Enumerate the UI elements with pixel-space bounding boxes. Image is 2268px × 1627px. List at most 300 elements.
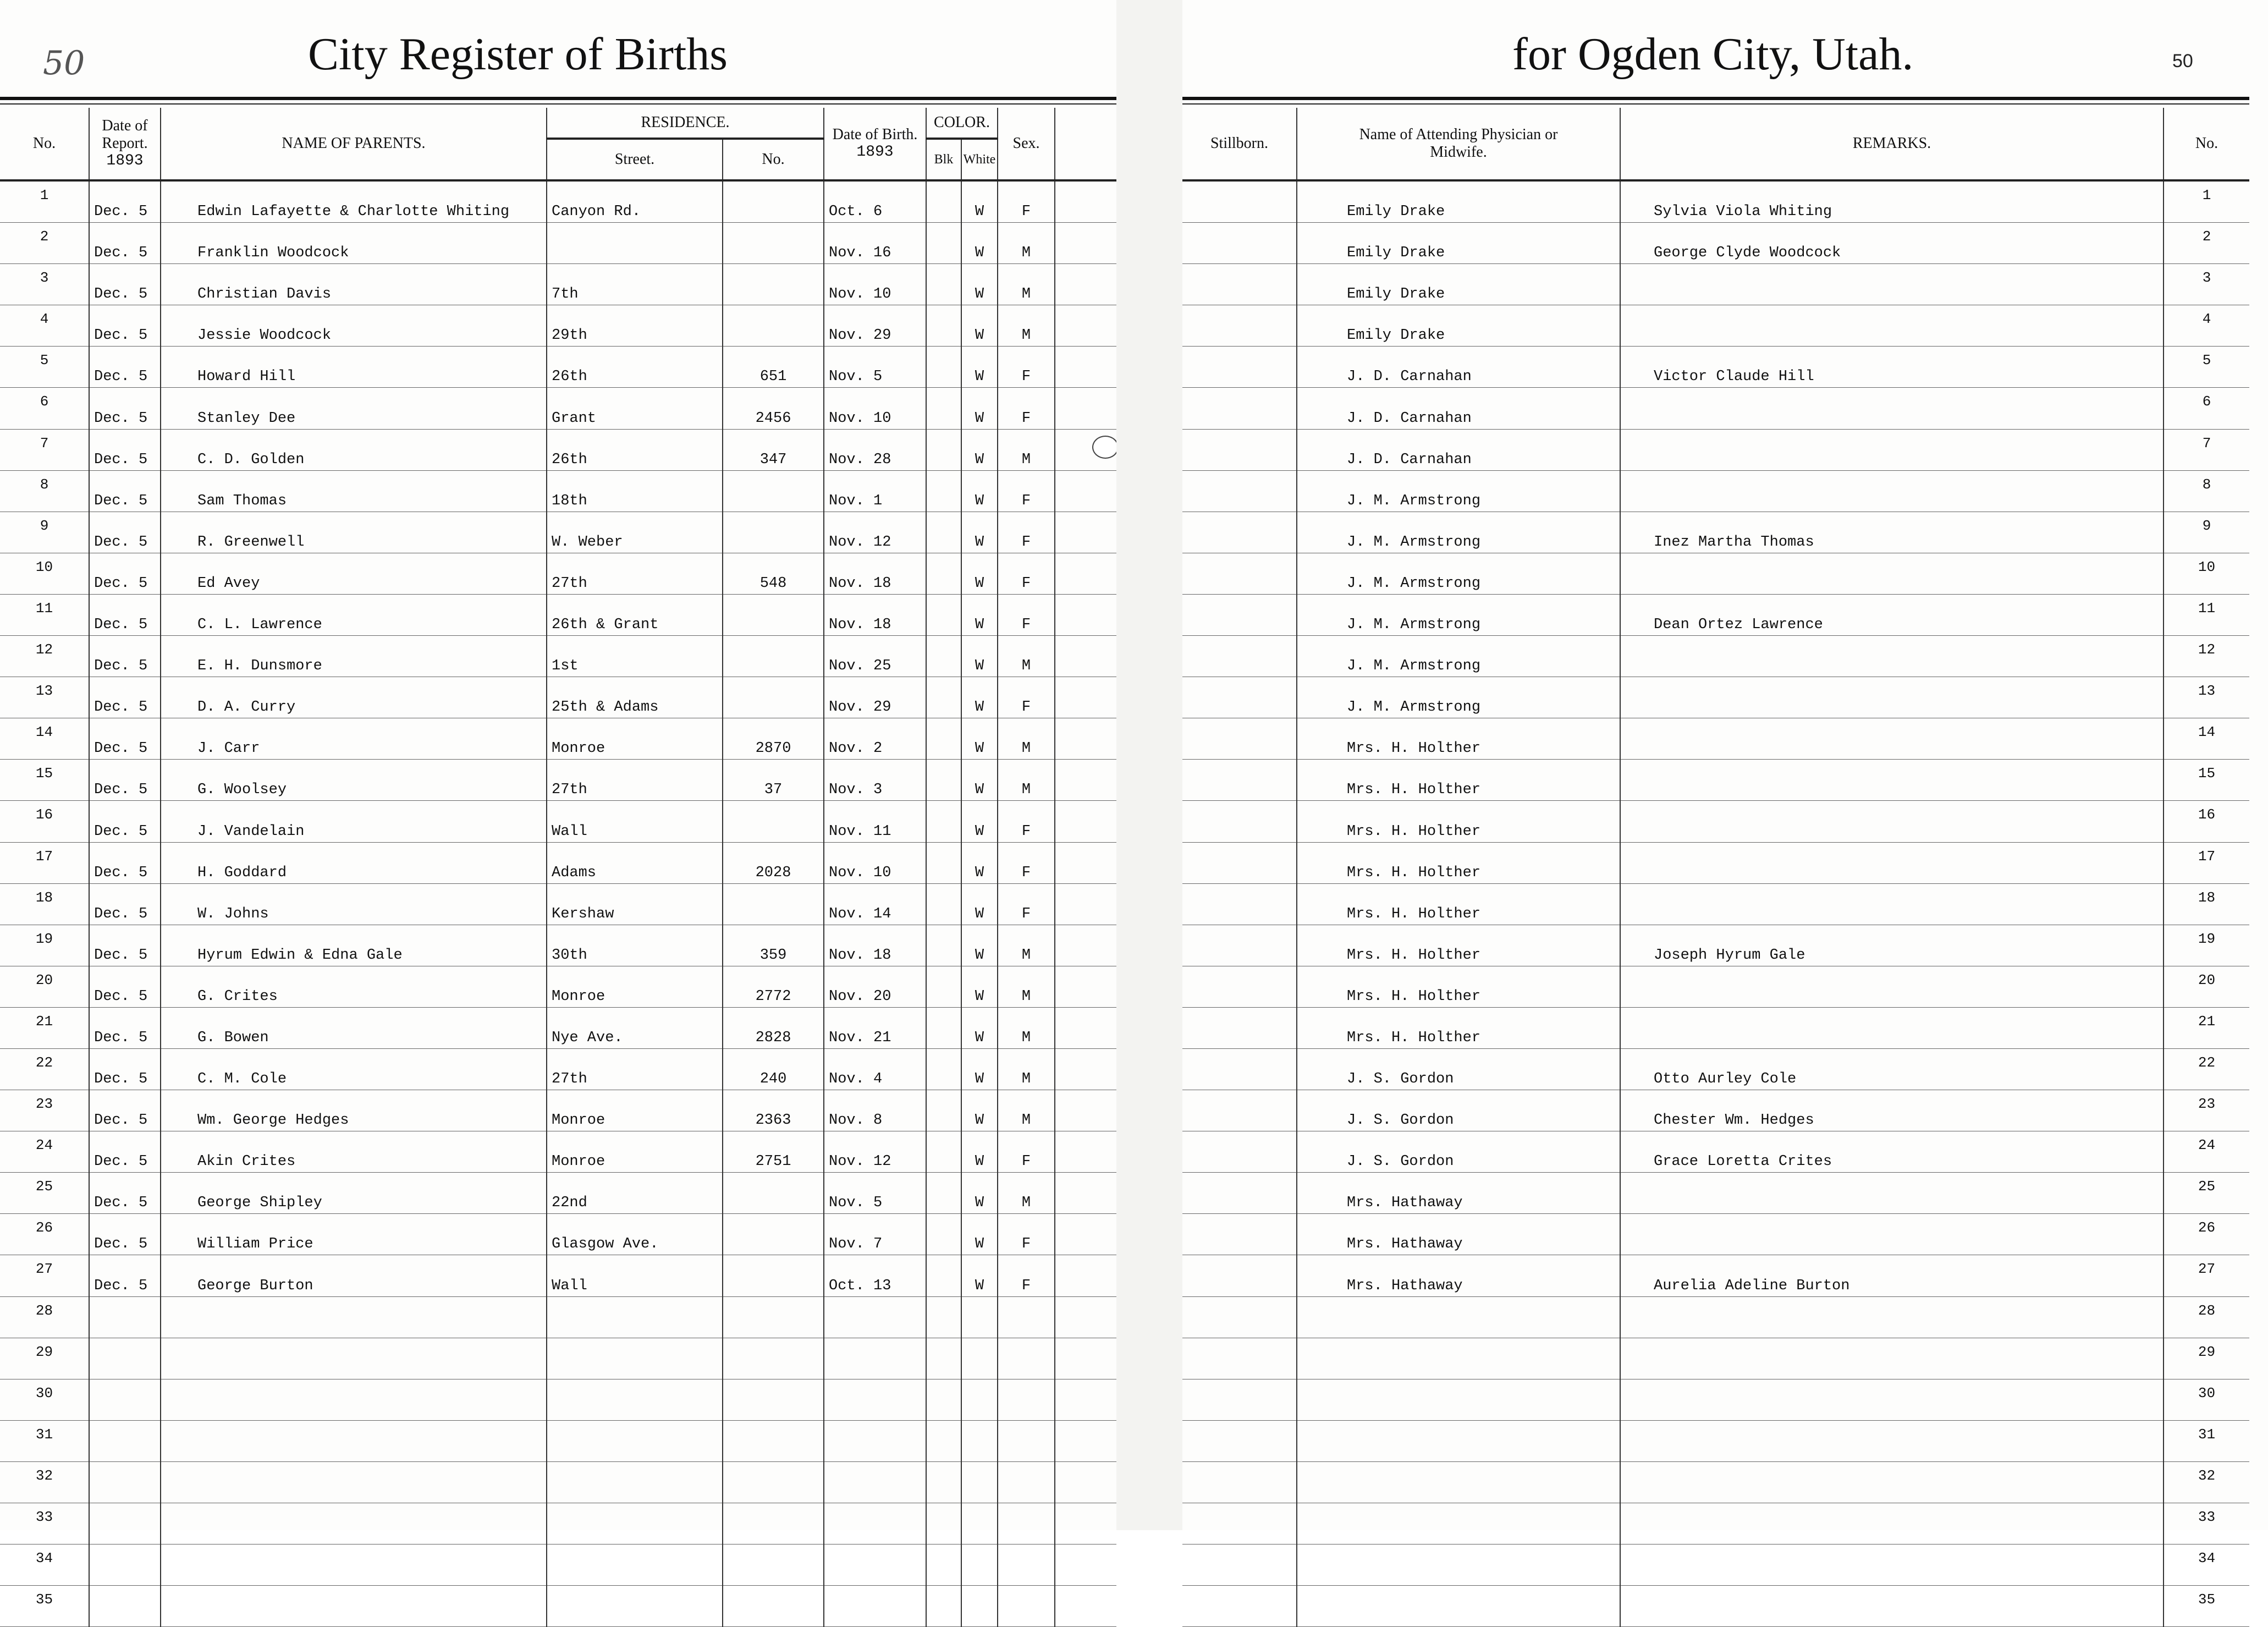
report-date: Dec. 5 — [89, 264, 161, 305]
row-number: 33 — [0, 1503, 89, 1544]
color-blk — [926, 1586, 961, 1627]
stillborn — [1182, 1173, 1297, 1214]
row-number: 9 — [2164, 512, 2249, 553]
sex — [998, 1296, 1055, 1338]
color-white: W — [961, 305, 998, 347]
street: W. Weber — [547, 512, 723, 553]
row-number: 30 — [2164, 1379, 2249, 1420]
row-number: 20 — [0, 966, 89, 1007]
street-number — [723, 1503, 824, 1544]
physician-name — [1297, 1420, 1620, 1461]
physician-name: J. M. Armstrong — [1297, 553, 1620, 594]
sex: M — [998, 966, 1055, 1007]
row-number: 17 — [2164, 842, 2249, 883]
color-white: W — [961, 925, 998, 966]
row-number: 3 — [2164, 264, 2249, 305]
street-number: 240 — [723, 1048, 824, 1090]
row-number: 31 — [0, 1420, 89, 1461]
color-white: W — [961, 388, 998, 429]
color-blk — [926, 1420, 961, 1461]
color-blk — [926, 1048, 961, 1090]
row-number: 10 — [0, 553, 89, 594]
table-row — [0, 1296, 1116, 1338]
report-date: Dec. 5 — [89, 429, 161, 470]
col-header-blank — [1055, 108, 1116, 180]
row-number: 32 — [0, 1461, 89, 1503]
sex: M — [998, 305, 1055, 347]
row-number: 16 — [2164, 801, 2249, 842]
table-row — [1182, 429, 2249, 470]
table-row — [0, 1586, 1116, 1627]
parents-name: C. D. Golden — [161, 429, 547, 470]
color-blk — [926, 512, 961, 553]
row-number: 16 — [0, 801, 89, 842]
table-row — [0, 1461, 1116, 1503]
row-number: 4 — [0, 305, 89, 347]
report-date: Dec. 5 — [89, 223, 161, 264]
stillborn — [1182, 677, 1297, 718]
report-date: Dec. 5 — [89, 512, 161, 553]
row-number: 13 — [0, 677, 89, 718]
col-header-sex: Sex. — [998, 108, 1055, 180]
street-number: 2028 — [723, 842, 824, 883]
report-date: Dec. 5 — [89, 180, 161, 223]
row-number: 35 — [2164, 1586, 2249, 1627]
sex: F — [998, 801, 1055, 842]
table-row — [1182, 1338, 2249, 1379]
physician-name — [1297, 1338, 1620, 1379]
street: 22nd — [547, 1173, 723, 1214]
col-header-street: Street. — [547, 139, 723, 180]
birth-date: Nov. 10 — [824, 264, 926, 305]
remarks: Dean Ortez Lawrence — [1620, 594, 2164, 635]
color-white: W — [961, 1090, 998, 1131]
color-white: W — [961, 347, 998, 388]
remarks — [1620, 470, 2164, 512]
blank-cell — [1055, 388, 1116, 429]
table-row — [0, 1420, 1116, 1461]
stillborn — [1182, 1544, 1297, 1586]
stillborn — [1182, 223, 1297, 264]
col-header-street-no: No. — [723, 139, 824, 180]
parents-name — [161, 1379, 547, 1420]
birth-date: Nov. 20 — [824, 966, 926, 1007]
street-number: 2363 — [723, 1090, 824, 1131]
physician-name: Mrs. H. Holther — [1297, 718, 1620, 760]
row-number: 6 — [0, 388, 89, 429]
color-blk — [926, 801, 961, 842]
street — [547, 1379, 723, 1420]
report-date — [89, 1296, 161, 1338]
blank-cell — [1055, 1007, 1116, 1048]
color-blk — [926, 677, 961, 718]
parents-name: Franklin Woodcock — [161, 223, 547, 264]
color-white: W — [961, 264, 998, 305]
birth-date: Nov. 7 — [824, 1214, 926, 1255]
report-date — [89, 1420, 161, 1461]
birth-date — [824, 1503, 926, 1544]
blank-cell — [1055, 1586, 1116, 1627]
row-number: 26 — [2164, 1214, 2249, 1255]
row-number: 2 — [0, 223, 89, 264]
report-date: Dec. 5 — [89, 760, 161, 801]
blank-cell — [1055, 1503, 1116, 1544]
color-blk — [926, 1461, 961, 1503]
stillborn — [1182, 925, 1297, 966]
physician-name: J. M. Armstrong — [1297, 470, 1620, 512]
table-row — [1182, 1461, 2249, 1503]
col-header-stillborn: Stillborn. — [1182, 108, 1297, 180]
physician-name — [1297, 1586, 1620, 1627]
color-blk — [926, 1007, 961, 1048]
row-number: 5 — [2164, 347, 2249, 388]
street: Canyon Rd. — [547, 180, 723, 223]
color-blk — [926, 1090, 961, 1131]
birth-year: 1893 — [856, 144, 894, 161]
stillborn — [1182, 347, 1297, 388]
color-blk — [926, 305, 961, 347]
physician-name: Mrs. H. Holther — [1297, 1007, 1620, 1048]
parents-name: G. Crites — [161, 966, 547, 1007]
sex: M — [998, 264, 1055, 305]
row-number: 25 — [2164, 1173, 2249, 1214]
remarks: George Clyde Woodcock — [1620, 223, 2164, 264]
blank-cell — [1055, 1379, 1116, 1420]
sex: F — [998, 553, 1055, 594]
sex: F — [998, 1214, 1055, 1255]
sex: F — [998, 677, 1055, 718]
table-row — [1182, 842, 2249, 883]
remarks — [1620, 1007, 2164, 1048]
row-number: 8 — [0, 470, 89, 512]
top-rule-left-thin — [0, 103, 1116, 105]
street — [547, 1586, 723, 1627]
sex — [998, 1420, 1055, 1461]
blank-cell — [1055, 594, 1116, 635]
physician-name: J. M. Armstrong — [1297, 512, 1620, 553]
parents-name — [161, 1338, 547, 1379]
table-row — [1182, 718, 2249, 760]
row-number: 18 — [0, 883, 89, 925]
parents-name: G. Woolsey — [161, 760, 547, 801]
row-number: 12 — [0, 636, 89, 677]
color-blk — [926, 925, 961, 966]
row-number: 21 — [0, 1007, 89, 1048]
birth-date: Nov. 10 — [824, 388, 926, 429]
remarks — [1620, 1544, 2164, 1586]
physician-name: Mrs. H. Holther — [1297, 760, 1620, 801]
street-number: 2751 — [723, 1131, 824, 1173]
color-white: W — [961, 842, 998, 883]
row-number: 27 — [0, 1255, 89, 1296]
stillborn — [1182, 429, 1297, 470]
stillborn — [1182, 1048, 1297, 1090]
col-header-blk: Blk — [926, 139, 961, 180]
street — [547, 1338, 723, 1379]
row-number: 34 — [2164, 1544, 2249, 1586]
color-blk — [926, 1131, 961, 1173]
color-blk — [926, 470, 961, 512]
top-rule-right — [1182, 97, 2249, 100]
table-row — [0, 1007, 1116, 1048]
table-row — [0, 1255, 1116, 1296]
color-white — [961, 1420, 998, 1461]
col-header-residence: RESIDENCE. — [547, 108, 824, 139]
street: Monroe — [547, 718, 723, 760]
report-date: Dec. 5 — [89, 1255, 161, 1296]
stillborn — [1182, 1255, 1297, 1296]
blank-cell — [1055, 1131, 1116, 1173]
col-header-remarks: REMARKS. — [1620, 108, 2164, 180]
row-number: 21 — [2164, 1007, 2249, 1048]
row-number: 2 — [2164, 223, 2249, 264]
color-blk — [926, 223, 961, 264]
street-number — [723, 677, 824, 718]
physician-name — [1297, 1544, 1620, 1586]
street: Monroe — [547, 966, 723, 1007]
table-row — [0, 429, 1116, 470]
physician-name: J. M. Armstrong — [1297, 594, 1620, 635]
table-row — [1182, 1173, 2249, 1214]
birth-date: Nov. 5 — [824, 1173, 926, 1214]
row-number: 22 — [2164, 1048, 2249, 1090]
color-white: W — [961, 801, 998, 842]
birth-date: Nov. 10 — [824, 842, 926, 883]
street: Wall — [547, 801, 723, 842]
remarks — [1620, 1214, 2164, 1255]
report-date — [89, 1503, 161, 1544]
street: 26th & Grant — [547, 594, 723, 635]
birth-date — [824, 1586, 926, 1627]
street: 27th — [547, 553, 723, 594]
birth-date: Nov. 16 — [824, 223, 926, 264]
physician-name: Emily Drake — [1297, 180, 1620, 223]
birth-date: Nov. 18 — [824, 925, 926, 966]
color-white — [961, 1503, 998, 1544]
color-white — [961, 1296, 998, 1338]
table-row — [1182, 801, 2249, 842]
sex: M — [998, 1090, 1055, 1131]
row-number: 29 — [2164, 1338, 2249, 1379]
parents-name: Ed Avey — [161, 553, 547, 594]
sex: F — [998, 470, 1055, 512]
remarks — [1620, 1420, 2164, 1461]
street-number — [723, 1461, 824, 1503]
street — [547, 1544, 723, 1586]
physician-name: Mrs. H. Holther — [1297, 966, 1620, 1007]
table-row — [0, 264, 1116, 305]
street: Wall — [547, 1255, 723, 1296]
physician-name — [1297, 1296, 1620, 1338]
table-row — [1182, 470, 2249, 512]
physician-name: J. S. Gordon — [1297, 1048, 1620, 1090]
color-white: W — [961, 966, 998, 1007]
stillborn — [1182, 512, 1297, 553]
table-row — [0, 512, 1116, 553]
remarks — [1620, 305, 2164, 347]
birth-date: Nov. 12 — [824, 512, 926, 553]
street-number — [723, 512, 824, 553]
row-number: 7 — [2164, 429, 2249, 470]
birth-date — [824, 1379, 926, 1420]
remarks: Chester Wm. Hedges — [1620, 1090, 2164, 1131]
stillborn — [1182, 1296, 1297, 1338]
birth-date: Nov. 3 — [824, 760, 926, 801]
color-blk — [926, 264, 961, 305]
remarks: Sylvia Viola Whiting — [1620, 180, 2164, 223]
physician-name: Emily Drake — [1297, 305, 1620, 347]
row-number: 19 — [0, 925, 89, 966]
birth-date: Nov. 29 — [824, 305, 926, 347]
blank-cell — [1055, 347, 1116, 388]
blank-cell — [1055, 842, 1116, 883]
birth-date: Oct. 13 — [824, 1255, 926, 1296]
report-date: Dec. 5 — [89, 1048, 161, 1090]
sex: F — [998, 594, 1055, 635]
color-white: W — [961, 1255, 998, 1296]
physician-name: Mrs. H. Holther — [1297, 925, 1620, 966]
table-row — [1182, 925, 2249, 966]
row-number: 23 — [2164, 1090, 2249, 1131]
table-row — [0, 1131, 1116, 1173]
stillborn — [1182, 718, 1297, 760]
stillborn — [1182, 305, 1297, 347]
sex: F — [998, 842, 1055, 883]
row-number: 19 — [2164, 925, 2249, 966]
table-row — [1182, 636, 2249, 677]
table-row — [0, 347, 1116, 388]
street: 7th — [547, 264, 723, 305]
row-number: 34 — [0, 1544, 89, 1586]
table-row — [1182, 1255, 2249, 1296]
table-row — [0, 553, 1116, 594]
row-number: 10 — [2164, 553, 2249, 594]
row-number: 11 — [0, 594, 89, 635]
table-row — [1182, 1544, 2249, 1586]
blank-cell — [1055, 223, 1116, 264]
report-date: Dec. 5 — [89, 553, 161, 594]
color-white: W — [961, 223, 998, 264]
stillborn — [1182, 842, 1297, 883]
blank-cell — [1055, 180, 1116, 223]
street: 27th — [547, 760, 723, 801]
table-row — [1182, 883, 2249, 925]
color-white: W — [961, 180, 998, 223]
parents-name: George Shipley — [161, 1173, 547, 1214]
remarks: Joseph Hyrum Gale — [1620, 925, 2164, 966]
parents-name: G. Bowen — [161, 1007, 547, 1048]
sex: M — [998, 223, 1055, 264]
birth-date: Nov. 11 — [824, 801, 926, 842]
stillborn — [1182, 1586, 1297, 1627]
street: 27th — [547, 1048, 723, 1090]
report-date: Dec. 5 — [89, 677, 161, 718]
book-gutter — [1116, 0, 1182, 1530]
parents-name — [161, 1461, 547, 1503]
sex: M — [998, 760, 1055, 801]
table-row — [0, 636, 1116, 677]
street-number — [723, 470, 824, 512]
table-row — [0, 305, 1116, 347]
row-number: 29 — [0, 1338, 89, 1379]
report-date: Dec. 5 — [89, 1007, 161, 1048]
remarks — [1620, 677, 2164, 718]
report-date: Dec. 5 — [89, 1090, 161, 1131]
report-date: Dec. 5 — [89, 636, 161, 677]
blank-cell — [1055, 883, 1116, 925]
table-row — [0, 223, 1116, 264]
color-white: W — [961, 1173, 998, 1214]
remarks — [1620, 1503, 2164, 1544]
stillborn — [1182, 883, 1297, 925]
street: Monroe — [547, 1090, 723, 1131]
blank-cell — [1055, 1461, 1116, 1503]
row-number: 17 — [0, 842, 89, 883]
remarks — [1620, 883, 2164, 925]
table-row — [0, 388, 1116, 429]
report-date: Dec. 5 — [89, 1131, 161, 1173]
stillborn — [1182, 1131, 1297, 1173]
parents-name: Sam Thomas — [161, 470, 547, 512]
blank-cell — [1055, 512, 1116, 553]
remarks — [1620, 636, 2164, 677]
register-title-left: City Register of Births — [308, 29, 728, 80]
physician-name: J. D. Carnahan — [1297, 388, 1620, 429]
physician-name: Mrs. H. Holther — [1297, 883, 1620, 925]
parents-name: C. L. Lawrence — [161, 594, 547, 635]
remarks — [1620, 553, 2164, 594]
parents-name: George Burton — [161, 1255, 547, 1296]
color-blk — [926, 347, 961, 388]
birth-date: Nov. 12 — [824, 1131, 926, 1173]
parents-name: Akin Crites — [161, 1131, 547, 1173]
physician-name: Mrs. Hathaway — [1297, 1255, 1620, 1296]
col-header-no: No. — [0, 108, 89, 180]
table-row — [0, 925, 1116, 966]
parents-name: Stanley Dee — [161, 388, 547, 429]
color-white — [961, 1586, 998, 1627]
street-number — [723, 180, 824, 223]
parents-name — [161, 1503, 547, 1544]
row-number: 14 — [2164, 718, 2249, 760]
physician-name: J. D. Carnahan — [1297, 347, 1620, 388]
table-row — [0, 180, 1116, 223]
street-number — [723, 1586, 824, 1627]
parents-name: W. Johns — [161, 883, 547, 925]
remarks — [1620, 1296, 2164, 1338]
blank-cell — [1055, 1173, 1116, 1214]
color-white: W — [961, 760, 998, 801]
sex: F — [998, 388, 1055, 429]
col-header-date-of-birth — [824, 108, 926, 180]
remarks: Inez Martha Thomas — [1620, 512, 2164, 553]
birth-date — [824, 1296, 926, 1338]
table-row — [1182, 1379, 2249, 1420]
table-row — [1182, 1007, 2249, 1048]
birth-date — [824, 1338, 926, 1379]
birth-date: Nov. 29 — [824, 677, 926, 718]
parents-name: Edwin Lafayette & Charlotte Whiting — [161, 180, 547, 223]
blank-cell — [1055, 1048, 1116, 1090]
row-number: 1 — [2164, 180, 2249, 223]
street — [547, 1503, 723, 1544]
blank-cell — [1055, 553, 1116, 594]
birth-date — [824, 1544, 926, 1586]
remarks — [1620, 966, 2164, 1007]
sex: M — [998, 1173, 1055, 1214]
physician-name: J. D. Carnahan — [1297, 429, 1620, 470]
birth-date: Nov. 1 — [824, 470, 926, 512]
